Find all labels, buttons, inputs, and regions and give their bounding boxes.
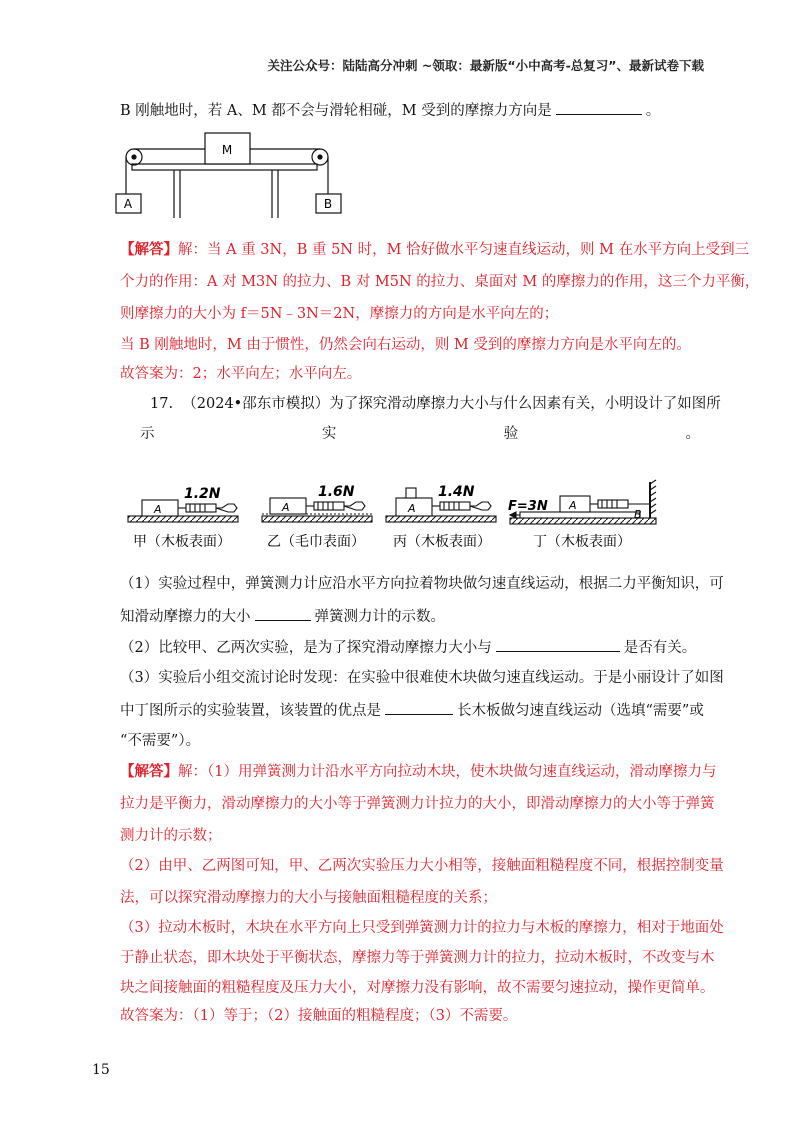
caption-jia: 甲（木板表面） (133, 534, 231, 550)
figure-bing-force: 1.4N (438, 484, 475, 500)
q16-answer-line-3: 则摩擦力的大小为 f＝5N﹣3N＝2N，摩擦力的方向是水平向左的； (120, 306, 559, 322)
figure-jia-block: A (154, 503, 162, 516)
q16-answer-line-5: 故答案为：2；水平向左；水平向左。 (120, 366, 362, 382)
answer-text: 解：当 A 重 3N，B 重 5N 时，M 恰好做水平匀速直线运动，则 M 在水平方向上受到三 (178, 242, 750, 258)
q17-blank-1 (255, 606, 311, 621)
q17-answer-line-8: 块之间接触面的粗糙程度及压力大小，对摩擦力没有影响，故不需要匀速拉动，操作更简单。 (120, 980, 715, 996)
figure-ding-block: A (569, 499, 577, 512)
label-M: M (221, 143, 233, 157)
answer-tag: 【解答】 (120, 763, 178, 780)
figure-ding-board-label: B (634, 508, 642, 521)
figure-jia (128, 500, 238, 522)
figure-yi (262, 498, 372, 522)
q17-stem-text: （2024•邵东市模拟）为了探究滑动摩擦力大小与什么因素有关，小明设计了如图所 (182, 396, 721, 412)
label-B: B (323, 197, 333, 211)
answer-text: 解：（1）用弹簧测力计沿水平方向拉动木块，使木块做匀速直线运动，滑动摩擦力与 (178, 764, 717, 780)
q17-sub1-line-2 (120, 606, 445, 627)
figure-jia-force: 1.2N (184, 486, 221, 502)
hand-icon (216, 504, 237, 512)
label-A: A (123, 197, 133, 211)
q17-answer-line-4: （2）由甲、乙两图可知，甲、乙两次实验压力大小相等，接触面粗糙程度不同，根据控制变量 (120, 858, 724, 874)
q16-tail-end: 。 (645, 103, 661, 119)
sub2-text: （2）比较甲、乙两次实验，是为了探究滑动摩擦力大小与 (120, 640, 492, 656)
q17-stem-line-2 (140, 424, 700, 444)
q16-answer-line-4: 当 B 刚触地时，M 由于惯性，仍然会向右运动，则 M 受到的摩擦力方向是水平向左的。 (120, 337, 691, 353)
q17-sub2 (120, 637, 696, 658)
weight-on-block (406, 488, 416, 498)
hand-icon (344, 502, 365, 510)
figure-yi-block: A (282, 501, 290, 514)
q16-answer-line-2: 个力的作用：A 对 M3N 的拉力、B 对 M5N 的拉力、桌面对 M 的摩擦力的作用，这三个力平衡， (120, 274, 760, 290)
q17-sub3-line-3: “不需要”）。 (120, 733, 201, 749)
sub2-text-end: 是否有关。 (623, 640, 697, 656)
figure-yi-force: 1.6N (318, 484, 355, 500)
q17-answer-line-9: 故答案为：（1）等于；（2）接触面的粗糙程度；（3）不需要。 (120, 1008, 518, 1024)
q17-sub3-line-1: （3）实验后小组交流讨论时发现：在实验中很难使木块做匀速直线运动。于是小丽设计了如图 (120, 670, 724, 686)
q17-sub3-line-2 (120, 700, 704, 721)
table-top (132, 164, 317, 170)
q17-answer-line-3: 测力计的示数； (120, 828, 222, 844)
q16-pulley-diagram (112, 124, 352, 224)
caption-bing: 丙（木板表面） (393, 534, 491, 550)
caption-ding: 丁（木板表面） (533, 534, 631, 550)
q17-answer-line-6: （3）拉动木板时，木块在水平方向上只受到弹簧测力计的拉力与木板的摩擦力，相对于地面处 (120, 920, 724, 936)
figure-bing-block: A (408, 502, 416, 515)
sub3-text: 中丁图所示的实验装置，该装置的优点是 (120, 703, 381, 719)
q17-number: 17. (150, 396, 174, 412)
stem-char: 。 (685, 426, 700, 442)
q16-tail-text: B 刚触地时，若 A、M 都不会与滑轮相碰，M 受到的摩擦力方向是 (120, 103, 552, 119)
q16-answer-line-1 (120, 240, 749, 260)
hand-icon (470, 502, 491, 510)
q17-answer-line-5: 法，可以探究滑动摩擦力的大小与接触面粗糙程度的关系； (120, 890, 497, 906)
stem-char: 示 (140, 426, 155, 442)
q17-sub1-line-1: （1）实验过程中，弹簧测力计应沿水平方向拉着物块做匀速直线运动，根据二力平衡知识，可 (120, 576, 724, 592)
q17-blank-2 (496, 637, 620, 652)
q17-stem-line-1 (150, 394, 721, 414)
sub1-text: 知滑动摩擦力的大小 (120, 609, 251, 625)
page-number: 15 (92, 1062, 110, 1078)
stem-char: 验 (503, 426, 519, 442)
sub1-text-end: 弹簧测力计的示数。 (314, 609, 445, 625)
q17-answer-line-2: 拉力是平衡力，滑动摩擦力的大小等于弹簧测力计拉力的大小，即滑动摩擦力的大小等于弹簧 (120, 796, 715, 812)
caption-yi: 乙（毛巾表面） (267, 534, 365, 550)
q16-question-tail (120, 100, 660, 121)
sub3-text-end: 长木板做匀速直线运动（选填“需要”或 (457, 703, 704, 719)
q17-blank-3 (385, 700, 453, 715)
page-header: 关注公众号：陆陆高分冲刺 ~领取：最新版“小中高考-总复习”、最新试卷下载 (267, 58, 704, 73)
answer-tag: 【解答】 (120, 241, 178, 258)
q16-answer-blank (556, 100, 642, 115)
stem-char: 实 (321, 426, 337, 442)
q17-answer-line-7: 于静止状态，即木块处于平衡状态，摩擦力等于弹簧测力计的拉力，拉动木板时，不改变与木 (120, 950, 715, 966)
q17-answer-line-1 (120, 762, 716, 782)
q17-experiment-figures (120, 478, 660, 556)
figure-ding-force: F=3N (508, 499, 548, 514)
